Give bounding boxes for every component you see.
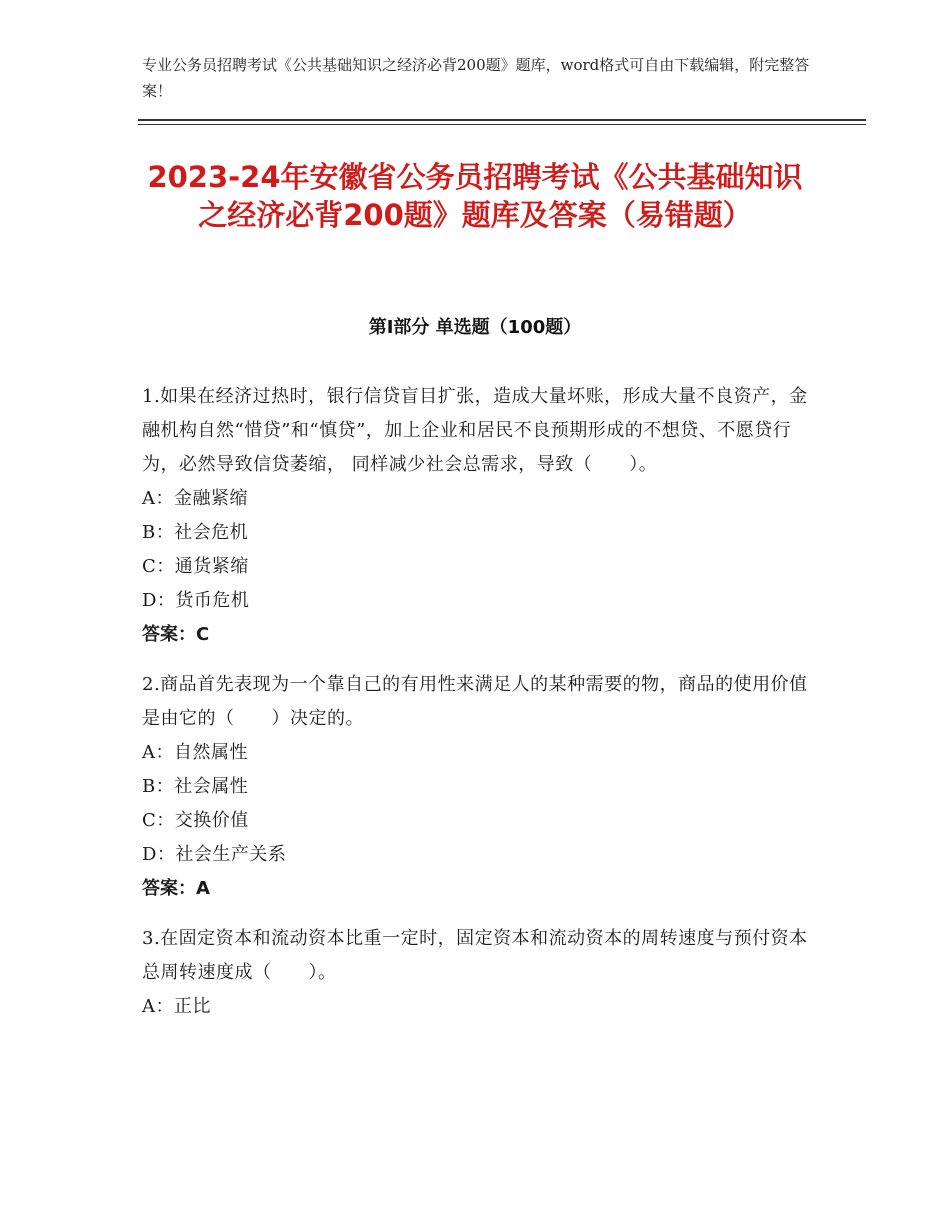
question-3	[142, 922, 810, 1024]
option-a: A：正比	[142, 996, 211, 1017]
option-b: B：社会危机	[142, 522, 249, 543]
option-b: B：社会属性	[142, 776, 249, 797]
option-a: A：自然属性	[142, 742, 248, 763]
question-1	[142, 380, 810, 652]
question-2	[142, 668, 810, 906]
question-stem: 3.在固定资本和流动资本比重一定时，固定资本和流动资本的周转速度与预付资本总周转速度成（ ）。	[142, 928, 808, 983]
option-c: C：交换价值	[142, 810, 249, 831]
question-answer: 答案：A	[142, 878, 210, 899]
question-stem: 2.商品首先表现为一个靠自己的有用性来满足人的某种需要的物，商品的使用价值是由它的（ ）决定的。	[142, 674, 808, 729]
question-list	[142, 380, 810, 1040]
question-stem: 1.如果在经济过热时，银行信贷盲目扩张，造成大量坏账，形成大量不良资产，金融机构自然“惜贷”和“慎贷”，加上企业和居民不良预期形成的不想贷、不愿贷行为，必然导致信贷萎缩， 同样减少社会总需求，导致（ ）。	[142, 386, 808, 475]
option-a: A：金融紧缩	[142, 488, 248, 509]
section-title: 第I部分 单选题（100题）	[368, 317, 582, 338]
document-title: 2023-24年安徽省公务员招聘考试《公共基础知识之经济必背200题》题库及答案（易错题）	[147, 160, 803, 232]
header-rule-thin	[138, 124, 866, 125]
option-c: C：通货紧缩	[142, 556, 249, 577]
header-note: 专业公务员招聘考试《公共基础知识之经济必背200题》题库，word格式可自由下载编辑，附完整答案！	[142, 56, 810, 100]
header-rule-thick	[138, 119, 866, 121]
question-answer: 答案：C	[142, 624, 210, 645]
option-d: D：社会生产关系	[142, 844, 287, 865]
option-d: D：货币危机	[142, 590, 250, 611]
